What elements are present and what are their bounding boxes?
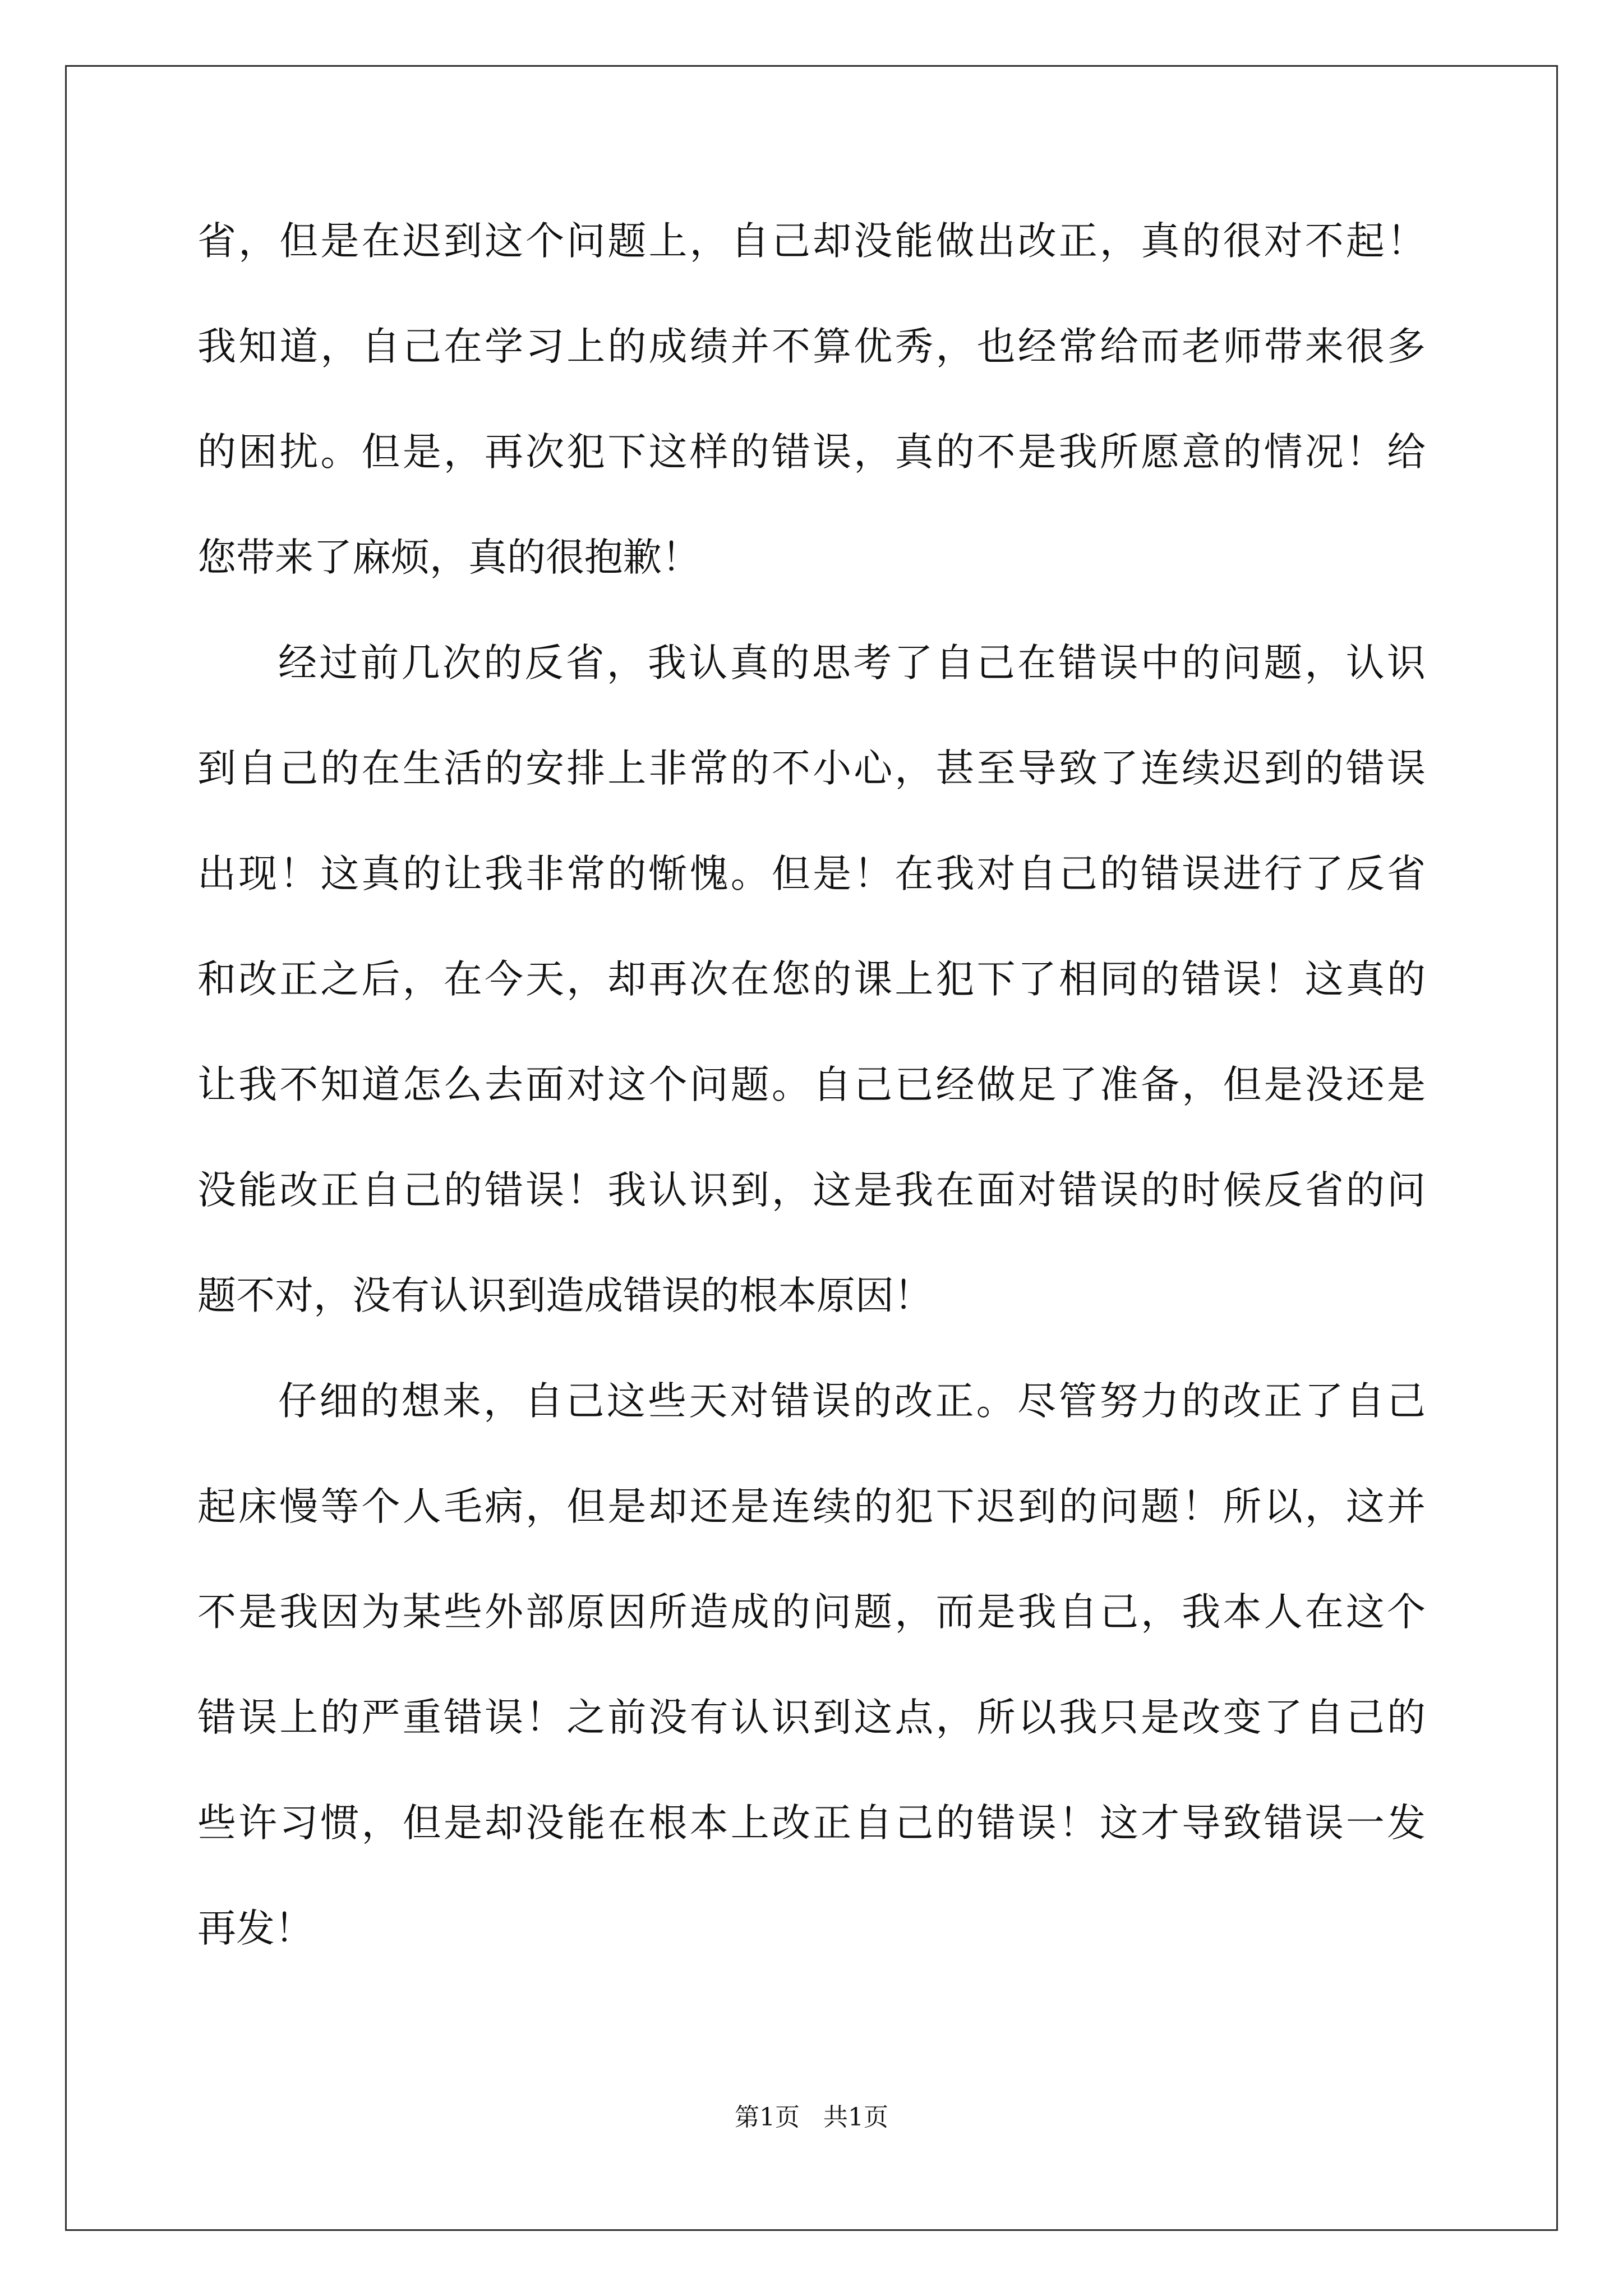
- page-footer: [0, 2101, 1623, 2134]
- text-line: 省，但是在迟到这个问题上，自己却没能做出改正，真的很对不起！: [197, 219, 1426, 264]
- text-line: 和改正之后，在今天，却再次在您的课上犯下了相同的错误！这真的: [197, 957, 1426, 1002]
- text-line: 让我不知道怎么去面对这个问题。自己已经做足了准备，但是没还是: [197, 1062, 1426, 1107]
- text-line: 您带来了麻烦，真的很抱歉！: [197, 535, 700, 580]
- page-number: 第1页: [735, 2103, 800, 2132]
- text-line: 些许习惯，但是却没能在根本上改正自己的错误！这才导致错误一发: [197, 1801, 1426, 1846]
- text-line: 起床慢等个人毛病，但是却还是连续的犯下迟到的问题！所以，这并: [197, 1484, 1426, 1529]
- text-line: 我知道，自己在学习上的成绩并不算优秀，也经常给而老师带来很多: [197, 324, 1426, 369]
- page-total: 共1页: [823, 2103, 888, 2132]
- text-line: 到自己的在生活的安排上非常的不小心，甚至导致了连续迟到的错误: [197, 746, 1426, 791]
- text-line: 错误上的严重错误！之前没有认识到这点，所以我只是改变了自己的: [197, 1695, 1426, 1740]
- text-line: 题不对，没有认识到造成错误的根本原因！: [197, 1273, 933, 1318]
- text-line: 仔细的想来，自己这些天对错误的改正。尽管努力的改正了自己: [278, 1379, 1426, 1424]
- text-line: 经过前几次的反省，我认真的思考了自己在错误中的问题，认识: [278, 641, 1426, 685]
- text-line: 出现！这真的让我非常的惭愧。但是！在我对自己的错误进行了反省: [197, 852, 1426, 896]
- text-line: 再发！: [197, 1906, 313, 1951]
- text-line: 不是我因为某些外部原因所造成的问题，而是我自己，我本人在这个: [197, 1590, 1426, 1635]
- text-line: 的困扰。但是，再次犯下这样的错误，真的不是我所愿意的情况！给: [197, 430, 1426, 475]
- text-line: 没能改正自己的错误！我认识到，这是我在面对错误的时候反省的问: [197, 1168, 1426, 1213]
